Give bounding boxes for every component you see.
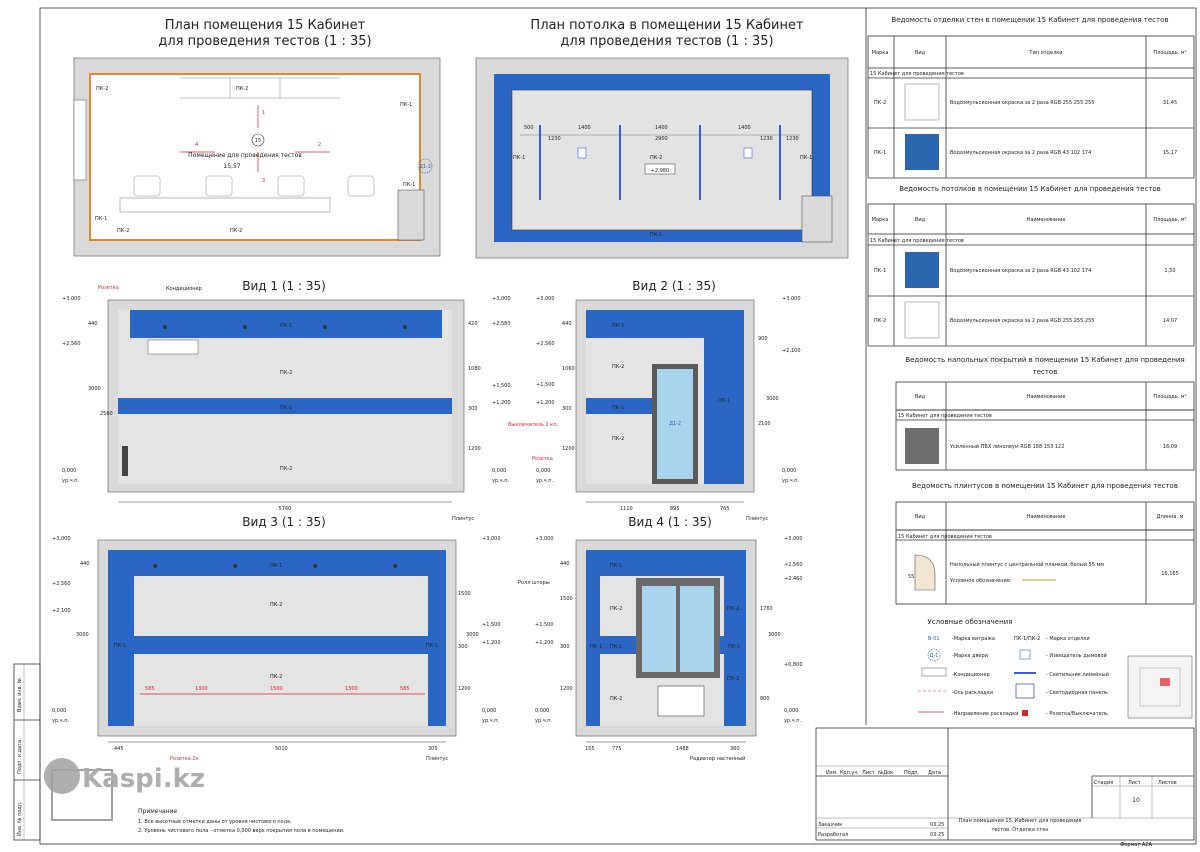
room-area: 15,57 <box>223 163 241 170</box>
kaspi-logo-icon <box>44 758 80 794</box>
view2-level: +2,100 <box>782 348 801 354</box>
view1-level: ур.ч.п. <box>492 478 510 484</box>
window-pane-right <box>680 586 714 672</box>
view1-dim: 3000 <box>88 386 101 392</box>
tb-sheet-number: 10 <box>1132 797 1140 804</box>
floor-plan <box>74 18 440 256</box>
view4-dim: 1200 <box>560 686 573 692</box>
view2-bottom-dim: 1110 <box>620 506 633 512</box>
floor-table-title: Ведомость напольных покрытий в помещении 15 Кабинет для проведения <box>905 356 1185 364</box>
ceiling-row-area: 1,50 <box>1164 268 1176 274</box>
view2-dim: 2100 <box>758 421 771 427</box>
legend-text: -Кондиционер <box>952 672 990 678</box>
walls-row-type: Водоэмульсионная окраска за 2 раза RGB 43 102 174 <box>950 150 1092 156</box>
floor-row-area: 16,09 <box>1162 444 1178 450</box>
view3-plinth: Плинтус <box>426 756 449 762</box>
view1-dim: 1080 <box>468 366 481 372</box>
view2-dim: 1060 <box>562 366 575 372</box>
ceiling-dim: 1230 <box>786 136 799 142</box>
plan-window <box>74 100 86 180</box>
view4-level: +1,200 <box>535 640 554 646</box>
view3-socket-dim: 1300 <box>195 686 208 692</box>
view2-bottom-dim: 765 <box>720 506 730 512</box>
plinth-group: 15 Кабинет для проведения тестов <box>898 534 992 540</box>
view3-bottom-dim: 445 <box>114 746 124 752</box>
view2-level: ур.ч.п. <box>782 478 800 484</box>
floor-header: Площадь, м² <box>1153 394 1187 400</box>
swatch-white <box>905 84 939 120</box>
smoke-detector-icon <box>1020 650 1030 659</box>
view-2 <box>508 279 801 522</box>
view3-level: +1,200 <box>482 640 501 646</box>
view1-level: 0,000 <box>492 468 507 474</box>
view2-bottom-dim: 895 <box>670 506 680 512</box>
socket-icon <box>1022 710 1028 716</box>
kaspi-watermark <box>44 758 205 820</box>
plinth-header: Вид <box>914 514 926 520</box>
view1-door-edge <box>122 446 128 476</box>
legend-text: - Извещатель дымовой <box>1046 653 1107 659</box>
window-pane-left <box>642 586 676 672</box>
ceiling-dim: 1400 <box>578 125 591 131</box>
plinth-row-legend: Условное обозначение: <box>950 578 1012 584</box>
ceiling-row-mark: ПК-2 <box>873 318 887 324</box>
view1-dim: 300 <box>468 406 478 412</box>
view2-level: +3,000 <box>782 296 801 302</box>
plan-label: ПК-1 <box>400 102 413 108</box>
walls-header: Площадь, м² <box>1153 50 1187 56</box>
side-stamp <box>14 664 40 840</box>
walls-row-mark: ПК-1 <box>873 150 887 156</box>
ceiling-title-1: План потолка в помещении 15 Кабинет <box>530 18 804 33</box>
ceiling-label: ПК-1 <box>513 155 526 161</box>
arrow-2: 2 <box>318 142 322 148</box>
view4-level: +2,560 <box>784 562 803 568</box>
view4-zone: ПК-1 <box>610 644 623 650</box>
ceiling-dim: 1400 <box>655 125 668 131</box>
legend-title: Условные обозначения <box>927 618 1013 626</box>
view3-socket-dim: 1500 <box>270 686 283 692</box>
walls-header: Вид <box>914 50 926 56</box>
view2-plinth: Плинтус <box>746 516 769 522</box>
view1-dim: 420 <box>468 321 478 327</box>
plinth-table-title: Ведомость плинтусов в помещении 15 Кабинет для проведения тестов <box>912 482 1178 490</box>
view2-level: +1,200 <box>536 400 555 406</box>
view4-title: Вид 4 (1 : 35) <box>628 515 712 529</box>
view3-zone: ПК-2 <box>270 602 283 608</box>
view3-bottom-dim: 5010 <box>275 746 288 752</box>
view3-zone: ПК-2 <box>270 674 283 680</box>
view4-bottom-dim: 155 <box>585 746 595 752</box>
view4-level: +3,000 <box>535 536 554 542</box>
ceiling-plan <box>476 18 848 258</box>
legend-sym: Д-1 <box>929 653 939 659</box>
ceiling-header: Вид <box>914 217 926 223</box>
view3-socket-dim: 1300 <box>345 686 358 692</box>
notes-title: Примечание <box>138 808 178 815</box>
tb-date: 03.25 <box>930 822 945 828</box>
view1-dim: 1200 <box>468 446 481 452</box>
view4-dim: 1760 <box>760 606 773 612</box>
view1-dim: 440 <box>88 321 98 327</box>
ceiling-label: ПК-1 <box>800 155 813 161</box>
plan-column <box>398 190 424 240</box>
view2-dim: 300 <box>562 406 572 412</box>
view3-level: ур.ч.п. <box>52 718 70 724</box>
ceiling-header: Марка <box>871 217 889 223</box>
view4-zone: ПК-2 <box>727 606 740 612</box>
walls-finish-table <box>868 16 1194 178</box>
notes-line: 1. Все высотные отметки даны от уровня чистового пола. <box>138 819 292 825</box>
walls-header: Тип отделки <box>1029 50 1063 56</box>
ceiling-group: 15 Кабинет для проведения тестов <box>870 238 964 244</box>
plinth-header: Наименование <box>1026 514 1066 520</box>
side-stamp-text: Подп. и дата <box>17 739 23 774</box>
view4-dim: 300 <box>560 644 570 650</box>
tb-header: Подп. <box>904 770 920 776</box>
tb-customer: Заказчик <box>818 822 843 828</box>
view1-zone: ПК-1 <box>280 405 293 411</box>
walls-group: 15 Кабинет для проведения тестов <box>870 71 964 77</box>
notes <box>138 808 345 834</box>
floor-header: Наименование <box>1026 394 1066 400</box>
plinth-header: Длинна, м <box>1156 514 1184 520</box>
view4-zone: ПК-2 <box>727 676 740 682</box>
view3-socket-dim: 585 <box>145 686 155 692</box>
view3-level: ур.ч.п. <box>482 718 500 724</box>
tb-header: Дата <box>928 770 941 776</box>
notes-line: 2. Уровень чистового пола - отметка 0,000 верх покрытия пола в помещении. <box>138 828 345 834</box>
view2-zone: ПК-2 <box>612 364 625 370</box>
ceiling-dim: 1230 <box>548 136 561 142</box>
arrow-1: 1 <box>262 110 266 116</box>
legend-text: -Ось раскладки <box>952 690 994 696</box>
legend-text: -Марка двери <box>952 653 988 659</box>
ceiling-row-mark: ПК-1 <box>873 268 887 274</box>
view3-level: +1,500 <box>482 622 501 628</box>
view3-dim: 3000 <box>466 632 479 638</box>
ceiling-column <box>802 196 832 242</box>
view4-dim: 3000 <box>768 632 781 638</box>
legend-sym: В-01 <box>928 636 940 642</box>
view2-zone: ПК-1 <box>718 398 731 404</box>
view4-dim: 1500 <box>560 596 573 602</box>
walls-row-type: Водоэмульсионная окраска за 2 раза RGB 255 255 255 <box>950 100 1095 106</box>
view1-dim: 2560 <box>100 411 113 417</box>
view3-level: +3,000 <box>52 536 71 542</box>
floor-finish-table <box>896 356 1194 470</box>
view3-bottom-dim: 305 <box>428 746 438 752</box>
legend-text: -Марка витража <box>952 636 995 642</box>
legend-text: - Розетка/Выключатель <box>1046 711 1108 717</box>
view3-zone: ПК-1 <box>114 643 127 649</box>
legend-text: - Светильник линейный <box>1046 672 1109 678</box>
view4-level: ур.ч.п. <box>784 718 802 724</box>
tb-format: Формат А2А <box>1120 842 1152 848</box>
title-block <box>816 728 1194 848</box>
plan-label: ПК-1 <box>403 182 416 188</box>
room-name: Помещение для проведения тестов <box>188 152 302 159</box>
ceiling-label: ПК-1 <box>650 232 663 238</box>
radiator-icon <box>658 686 704 716</box>
view2-zone: ПК-1 <box>612 405 625 411</box>
view1-level: +1,500 <box>492 383 511 389</box>
view1-title: Вид 1 (1 : 35) <box>242 279 326 293</box>
view1-level: +3,000 <box>492 296 511 302</box>
view4-level: ур.ч.п. <box>535 718 553 724</box>
view2-dim: 1200 <box>562 446 575 452</box>
view4-dim: 440 <box>560 561 570 567</box>
walls-row-area: 31,45 <box>1162 100 1178 106</box>
plinth-row-type: Напольный плинтус с центральной планкой, белый 55 мм <box>950 562 1105 568</box>
walls-row-area: 15,17 <box>1162 150 1178 156</box>
view1-level: +2,560 <box>62 341 81 347</box>
plan-title-2: для проведения тестов (1 : 35) <box>158 34 372 49</box>
ceiling-dim: 2900 <box>655 136 668 142</box>
view2-socket: Розетка <box>532 456 553 462</box>
view3-title: Вид 3 (1 : 35) <box>242 515 326 529</box>
view1-zone: ПК-1 <box>280 323 293 329</box>
view2-level: +1,500 <box>536 382 555 388</box>
view3-zone: ПК-1 <box>270 563 283 569</box>
view4-level: 0,000 <box>535 708 550 714</box>
view1-level: 0,000 <box>62 468 77 474</box>
view3-level: +3,000 <box>482 536 501 542</box>
tb-header: Лист <box>862 770 875 776</box>
view4-level: +2,460 <box>784 576 803 582</box>
view3-level: 0,000 <box>482 708 497 714</box>
key-plan <box>1128 656 1192 718</box>
view-1 <box>62 279 511 522</box>
view4-bottom-dim: 360 <box>730 746 740 752</box>
tb-description: План помещения 15. Кабинет для проведения <box>958 818 1082 824</box>
view4-bottom-dim: 775 <box>612 746 622 752</box>
view2-zone: ПК-2 <box>612 436 625 442</box>
view-3 <box>52 515 501 762</box>
view3-dim: 3000 <box>76 632 89 638</box>
walls-row-mark: ПК-2 <box>873 100 887 106</box>
room-number: 15 <box>254 138 262 144</box>
view4-blind-label: Ролл шторы <box>518 580 550 586</box>
view3-dim: 1500 <box>458 591 471 597</box>
view2-door-tag: Д1-2 <box>668 421 682 427</box>
view2-level: 0,000 <box>782 468 797 474</box>
view4-zone: ПК-1 <box>728 644 741 650</box>
led-panel-icon <box>1016 684 1034 698</box>
legend-text: -Направление раскладки <box>952 711 1019 717</box>
tb-description-2: тестов. Отделка стен <box>991 827 1049 833</box>
view-4 <box>518 515 803 762</box>
floor-header: Вид <box>914 394 926 400</box>
view4-right-panel <box>724 575 746 726</box>
tb-header: Кол.уч. <box>840 770 859 776</box>
view1-ac-label: Кондиционер <box>166 286 202 292</box>
view4-bottom-dim: 1488 <box>676 746 689 752</box>
view4-dim: 800 <box>760 696 770 702</box>
ceiling-label: ПК-2 <box>650 155 663 161</box>
legend-sym: ПК-1/ПК-2 <box>1014 636 1041 642</box>
view3-level: +2,560 <box>52 581 71 587</box>
view1-level: +2,580 <box>492 321 511 327</box>
plan-label: ПК-2 <box>96 86 109 92</box>
view1-socket-label: Розетка <box>98 285 119 291</box>
swatch-linoleum <box>905 428 939 464</box>
plan-label: ПК-2 <box>230 228 243 234</box>
tb-header: Изм. <box>826 770 838 776</box>
view1-level: +3,000 <box>62 296 81 302</box>
view1-level: ур.ч.п. <box>62 478 80 484</box>
view2-dim: 3000 <box>766 396 779 402</box>
tb-stage-header: Лист <box>1128 780 1141 786</box>
view4-level: +0,800 <box>784 662 803 668</box>
legend-text: - Светодиодная панель <box>1046 690 1108 696</box>
ac-icon <box>922 668 946 676</box>
ceiling-row-type: Водоэмульсионная окраска за 2 раза RGB 255 255 255 <box>950 318 1095 324</box>
plan-title-1: План помещения 15 Кабинет <box>164 18 366 33</box>
view4-zone: ПК-2 <box>610 606 623 612</box>
ceiling-dim: 1230 <box>760 136 773 142</box>
view4-zone: ПК-1 <box>610 563 623 569</box>
floor-row-type: Усиленный ПВХ линолеум RGB 188 153 122 <box>950 444 1065 450</box>
view3-mid-band <box>108 636 446 654</box>
view4-level: 0,000 <box>784 708 799 714</box>
tb-developer: Разработал <box>818 832 849 838</box>
view3-dim: 1200 <box>458 686 471 692</box>
legend-text: - Марка отделки <box>1046 636 1090 642</box>
swatch-blue <box>905 252 939 288</box>
plinth-table <box>896 482 1194 604</box>
plinth-height: 55 <box>908 574 915 580</box>
view2-level: +3,000 <box>536 296 555 302</box>
view3-dim: 440 <box>80 561 90 567</box>
view3-level: +2,100 <box>52 608 71 614</box>
view2-level: ур.ч.п. <box>536 478 554 484</box>
view3-zone: ПК-1 <box>426 643 439 649</box>
watermark-text: Kaspi.kz <box>82 764 205 794</box>
view2-zone: ПК-1 <box>612 323 625 329</box>
view4-level: +1,500 <box>535 622 554 628</box>
view4-left-panel <box>586 575 603 726</box>
ceiling-finish-table <box>868 185 1194 346</box>
view3-socket-label: Розетка 2х <box>170 756 199 762</box>
ceiling-table-title: Ведомость потолков в помещении 15 Кабинет для проведения тестов <box>899 185 1161 193</box>
ceiling-dim: 1400 <box>738 125 751 131</box>
view3-socket-dim: 585 <box>400 686 410 692</box>
view1-plinth: Плинтус <box>452 516 475 522</box>
ceiling-header: Площадь, м² <box>1153 217 1187 223</box>
ceiling-header: Наименование <box>1026 217 1066 223</box>
swatch-white <box>905 302 939 338</box>
walls-header: Марка <box>871 50 889 56</box>
view2-title: Вид 2 (1 : 35) <box>632 279 716 293</box>
floor-group: 15 Кабинет для проведения тестов <box>898 413 992 419</box>
view1-bottom-dim: 5760 <box>278 506 292 512</box>
view2-level: +2,560 <box>536 341 555 347</box>
view2-level: 0,000 <box>536 468 551 474</box>
view4-zone: ПК-1 <box>590 644 603 650</box>
view2-right-panel <box>704 310 744 484</box>
tb-stage-header: Листов <box>1158 780 1177 786</box>
plan-label: ПК-2 <box>117 228 130 234</box>
view2-dim: 440 <box>562 321 572 327</box>
floor-table-title-2: тестов <box>1032 368 1058 376</box>
smoke-detector-icon <box>744 148 752 158</box>
door-tag: Д1-2 <box>418 164 432 170</box>
view3-dim: 300 <box>458 644 468 650</box>
tb-date: 03.25 <box>930 832 945 838</box>
ceiling-row-type: Водоэмульсионная окраска за 2 раза RGB 43 102 174 <box>950 268 1092 274</box>
legend <box>918 618 1192 718</box>
view4-level: +3,000 <box>784 536 803 542</box>
side-stamp-text: Взам. инв. № <box>17 678 23 712</box>
plan-label: ПК-1 <box>95 216 108 222</box>
view1-level: +1,200 <box>492 400 511 406</box>
arrow-4: 4 <box>195 142 199 148</box>
view1-zone: ПК-2 <box>280 466 293 472</box>
air-conditioner <box>148 340 198 354</box>
ceiling-row-area: 14,07 <box>1162 318 1178 324</box>
plinth-row-length: 16,165 <box>1161 571 1179 577</box>
walls-table-title: Ведомость отделки стен в помещении 15 Кабинет для проведения тестов <box>891 16 1169 24</box>
view2-dim: 900 <box>758 336 768 342</box>
view4-zone: ПК-2 <box>610 696 623 702</box>
plan-label: ПК-2 <box>236 86 249 92</box>
view3-level: 0,000 <box>52 708 67 714</box>
swatch-blue <box>905 134 939 170</box>
ceiling-level: +2,980 <box>650 168 670 174</box>
tb-stage-header: Стадия <box>1094 780 1114 786</box>
smoke-detector-icon <box>578 148 586 158</box>
side-stamp-text: Инв. № подл. <box>17 801 23 836</box>
ceiling-title-2: для проведения тестов (1 : 35) <box>560 34 774 49</box>
view1-zone: ПК-2 <box>280 370 293 376</box>
radiator-label: Радиатор настенный <box>690 756 746 762</box>
ceiling-dim: 500 <box>524 125 534 131</box>
view2-switch: Выключатель 2 кл. <box>508 422 559 428</box>
arrow-3: 3 <box>262 178 266 184</box>
tb-header: №Док. <box>878 770 895 776</box>
plinth-profile-icon <box>915 555 935 590</box>
